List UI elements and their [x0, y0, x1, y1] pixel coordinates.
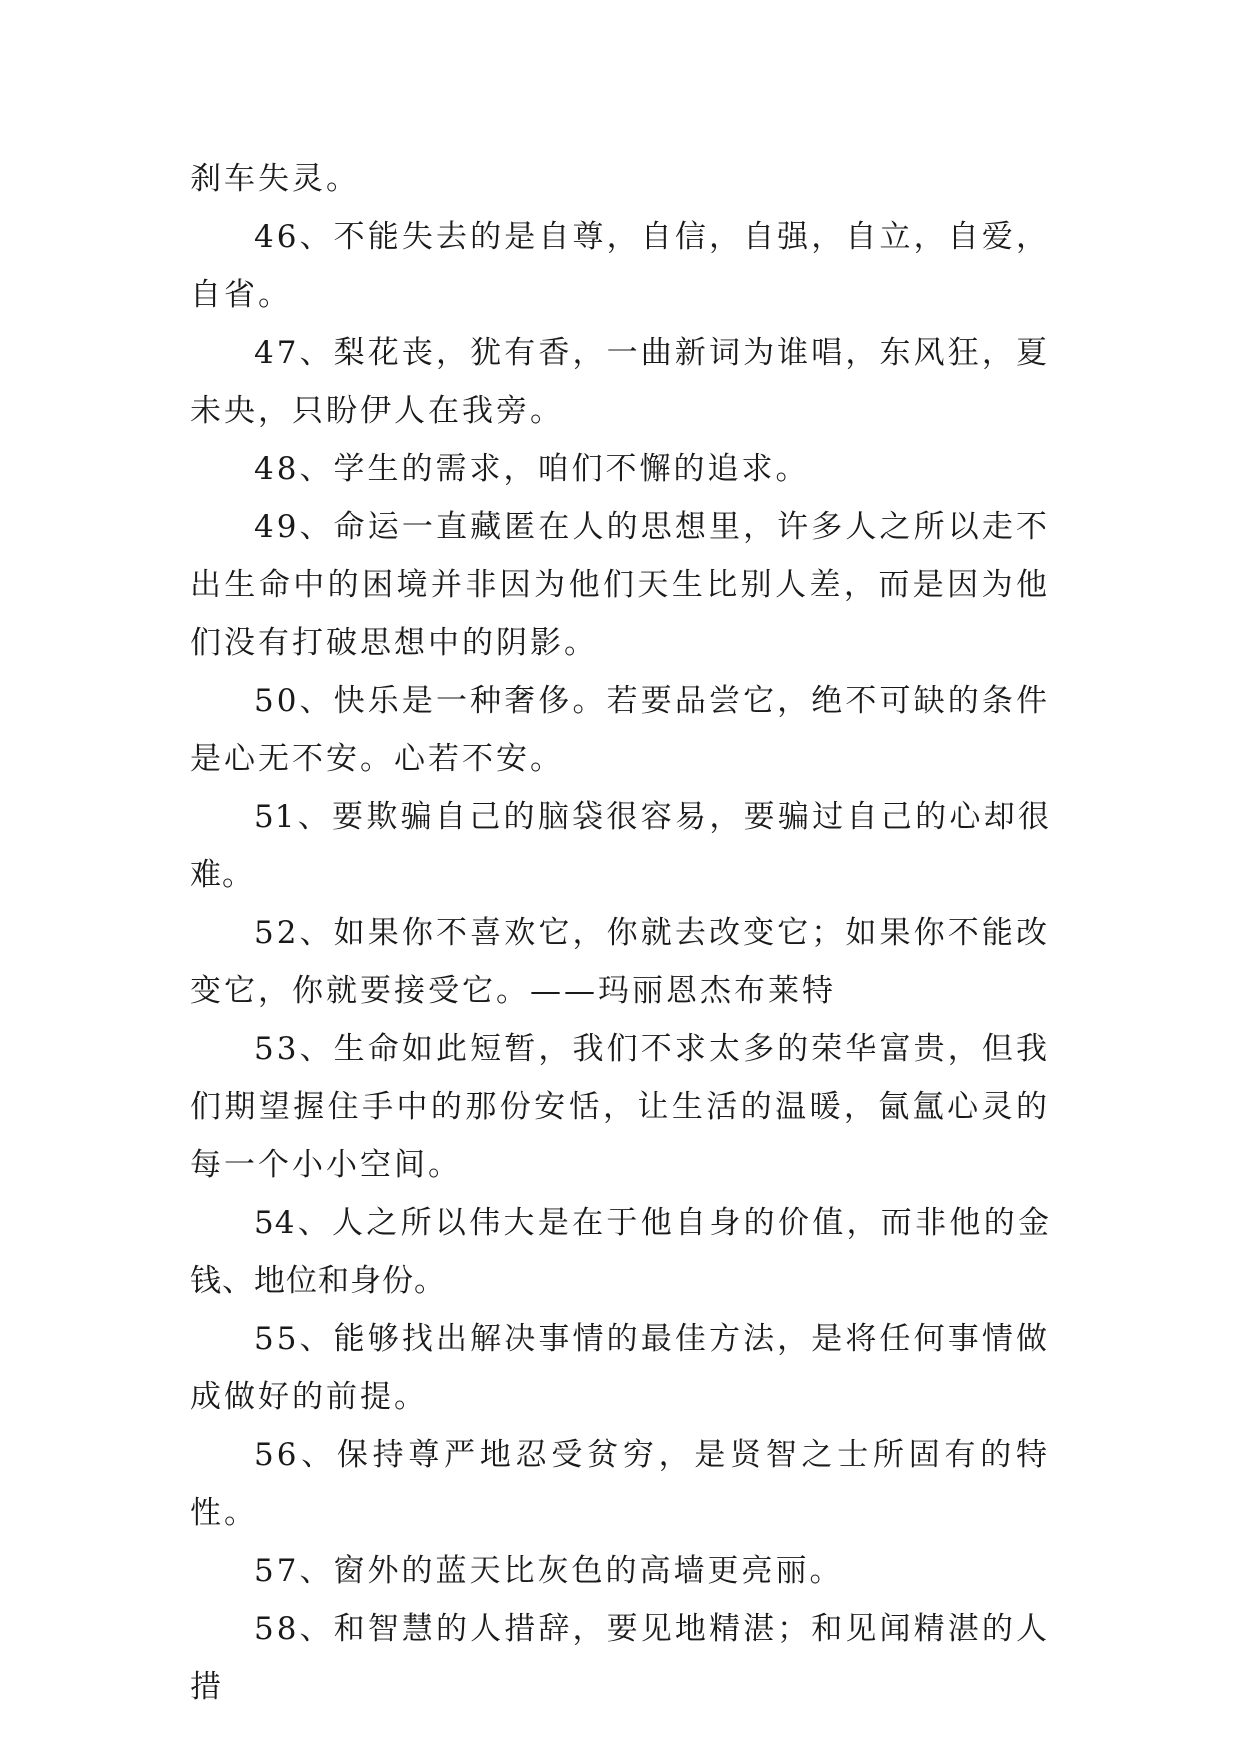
- paragraph-item-48: 48、学生的需求，咱们不懈的追求。: [254, 451, 810, 487]
- paragraph-item-54: 54、人之所以伟大是在于他自身的价值，而非他的金钱、地位和身份。: [190, 1205, 1050, 1299]
- paragraph-item-51: 51、要欺骗自己的脑袋很容易，要骗过自己的心却很难。: [190, 799, 1050, 893]
- paragraph-item-57: 57、窗外的蓝天比灰色的高墙更亮丽。: [254, 1553, 844, 1589]
- paragraph-item-53: 53、生命如此短暂，我们不求太多的荣华富贵，但我们期望握住手中的那份安恬，让生活的温暖，氤氲心灵的每一个小小空间。: [190, 1031, 1050, 1183]
- paragraph-item-50: 50、快乐是一种奢侈。若要品尝它，绝不可缺的条件是心无不安。心若不安。: [190, 683, 1050, 777]
- document-body: [190, 150, 1050, 1716]
- paragraph-continuation: 刹车失灵。: [190, 161, 360, 197]
- paragraph-item-47: 47、梨花丧，犹有香，一曲新词为谁唱，东风狂，夏未央，只盼伊人在我旁。: [190, 335, 1050, 429]
- paragraph-item-58: 58、和智慧的人措辞，要见地精湛；和见闻精湛的人措: [190, 1611, 1050, 1705]
- paragraph-item-56: 56、保持尊严地忍受贫穷，是贤智之士所固有的特性。: [190, 1437, 1050, 1531]
- paragraph-item-52: 52、如果你不喜欢它，你就去改变它；如果你不能改变它，你就要接受它。——玛丽恩杰布莱特: [190, 915, 1050, 1009]
- paragraph-item-49: 49、命运一直藏匿在人的思想里，许多人之所以走不出生命中的困境并非因为他们天生比别人差，而是因为他们没有打破思想中的阴影。: [190, 509, 1050, 661]
- paragraph-item-55: 55、能够找出解决事情的最佳方法，是将任何事情做成做好的前提。: [190, 1321, 1050, 1415]
- paragraph-item-46: 46、不能失去的是自尊，自信，自强，自立，自爱，自省。: [190, 219, 1050, 313]
